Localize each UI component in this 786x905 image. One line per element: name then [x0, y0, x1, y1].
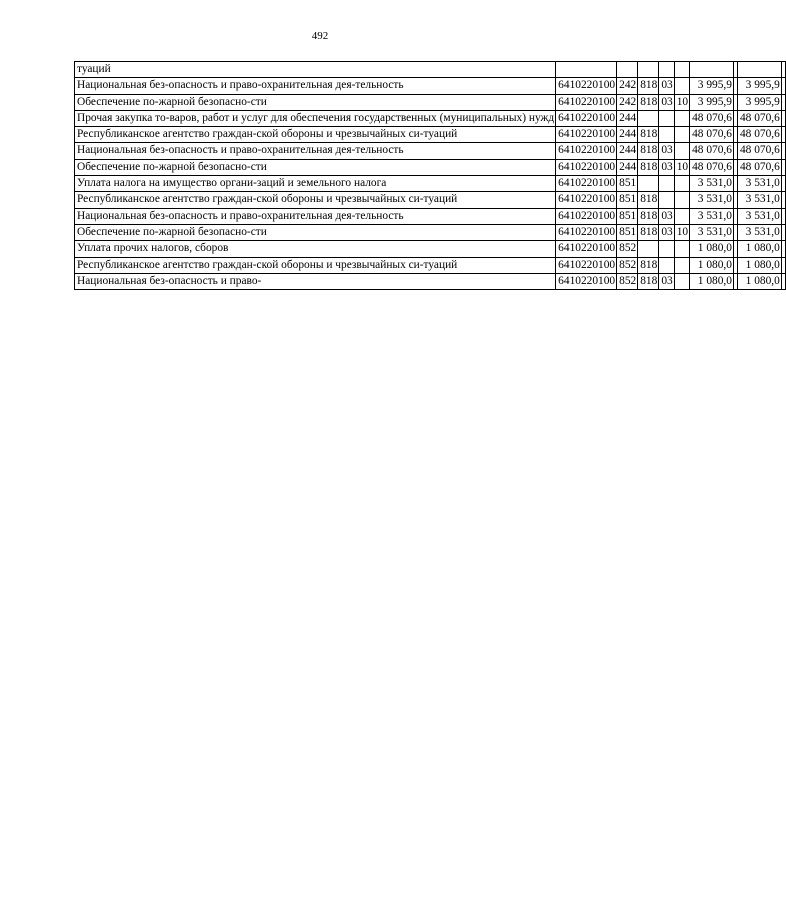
expense-type-cell: 244 — [617, 110, 638, 126]
expense-type-cell: 852 — [617, 273, 638, 289]
expense-type-cell: 852 — [617, 241, 638, 257]
amount-total-cell — [690, 62, 734, 78]
subsection-cell — [674, 110, 689, 126]
section-cell: 03 — [659, 143, 674, 159]
table-row — [75, 257, 786, 273]
target-article-cell: 6410220100 — [556, 94, 617, 110]
item-name-cell: Национальная без-опасность и право-охранительная дея-тельность — [75, 143, 556, 159]
target-article-cell: 6410220100 — [556, 127, 617, 143]
table-row — [75, 224, 786, 240]
table-row — [75, 143, 786, 159]
amount-total-cell: 1 080,0 — [690, 241, 734, 257]
item-name-cell: туаций — [75, 62, 556, 78]
item-name-cell: Уплата прочих налогов, сборов — [75, 241, 556, 257]
target-article-cell: 6410220100 — [556, 159, 617, 175]
amount-own-cell: 3 531,0 — [737, 176, 781, 192]
section-cell: 03 — [659, 159, 674, 175]
target-article-cell: 6410220100 — [556, 143, 617, 159]
amount-other-cell — [781, 143, 785, 159]
amount-other-cell — [781, 78, 785, 94]
table-row — [75, 127, 786, 143]
section-cell — [659, 110, 674, 126]
amount-other-cell — [781, 208, 785, 224]
amount-other-cell — [781, 192, 785, 208]
subsection-cell — [674, 78, 689, 94]
ministry-code-cell: 818 — [638, 208, 659, 224]
subsection-cell: 10 — [674, 94, 689, 110]
expense-type-cell: 244 — [617, 159, 638, 175]
amount-other-cell — [781, 224, 785, 240]
target-article-cell: 6410220100 — [556, 241, 617, 257]
amount-own-cell: 3 531,0 — [737, 208, 781, 224]
item-name-cell: Национальная без-опасность и право- — [75, 273, 556, 289]
expense-type-cell: 242 — [617, 78, 638, 94]
expense-type-cell — [617, 62, 638, 78]
item-name-cell: Обеспечение по-жарной безопасно-сти — [75, 159, 556, 175]
expense-type-cell: 244 — [617, 127, 638, 143]
ministry-code-cell: 818 — [638, 257, 659, 273]
amount-total-cell: 3 531,0 — [690, 224, 734, 240]
amount-own-cell: 3 995,9 — [737, 94, 781, 110]
item-name-cell: Республиканское агентство граждан-ской обороны и чрезвычайных си-туаций — [75, 257, 556, 273]
amount-own-cell: 1 080,0 — [737, 273, 781, 289]
amount-own-cell: 3 531,0 — [737, 224, 781, 240]
table-row — [75, 273, 786, 289]
table-row — [75, 62, 786, 78]
table-row — [75, 159, 786, 175]
item-name-cell: Обеспечение по-жарной безопасно-сти — [75, 224, 556, 240]
item-name-cell: Республиканское агентство граждан-ской обороны и чрезвычайных си-туаций — [75, 127, 556, 143]
page-number: 492 — [311, 30, 329, 42]
item-name-cell: Национальная без-опасность и право-охранительная дея-тельность — [75, 78, 556, 94]
section-cell — [659, 192, 674, 208]
subsection-cell — [674, 241, 689, 257]
table-row — [75, 208, 786, 224]
target-article-cell: 6410220100 — [556, 110, 617, 126]
expense-type-cell: 244 — [617, 143, 638, 159]
target-article-cell: 6410220100 — [556, 257, 617, 273]
item-name-cell: Уплата налога на имущество органи-заций и земельного налога — [75, 176, 556, 192]
item-name-cell: Прочая закупка то-варов, работ и услуг для обеспечения государственных (муниципальных) нужд — [75, 110, 556, 126]
ministry-code-cell — [638, 241, 659, 257]
item-name-cell: Республиканское агентство граждан-ской обороны и чрезвычайных си-туаций — [75, 192, 556, 208]
ministry-code-cell: 818 — [638, 94, 659, 110]
amount-own-cell — [737, 62, 781, 78]
amount-other-cell — [781, 127, 785, 143]
amount-other-cell — [781, 176, 785, 192]
amount-total-cell: 3 531,0 — [690, 208, 734, 224]
subsection-cell: 10 — [674, 224, 689, 240]
budget-table — [74, 61, 786, 290]
section-cell: 03 — [659, 78, 674, 94]
ministry-code-cell: 818 — [638, 192, 659, 208]
table-row — [75, 241, 786, 257]
amount-total-cell: 3 531,0 — [690, 192, 734, 208]
amount-total-cell: 48 070,6 — [690, 159, 734, 175]
amount-total-cell: 3 531,0 — [690, 176, 734, 192]
target-article-cell: 6410220100 — [556, 224, 617, 240]
subsection-cell — [674, 127, 689, 143]
expense-type-cell: 852 — [617, 257, 638, 273]
amount-other-cell — [781, 110, 785, 126]
table-row — [75, 94, 786, 110]
section-cell: 03 — [659, 273, 674, 289]
target-article-cell: 6410220100 — [556, 78, 617, 94]
amount-own-cell: 48 070,6 — [737, 143, 781, 159]
amount-other-cell — [781, 241, 785, 257]
ministry-code-cell: 818 — [638, 143, 659, 159]
target-article-cell: 6410220100 — [556, 192, 617, 208]
amount-other-cell — [781, 273, 785, 289]
amount-own-cell: 1 080,0 — [737, 241, 781, 257]
section-cell — [659, 241, 674, 257]
section-cell — [659, 62, 674, 78]
amount-total-cell: 48 070,6 — [690, 110, 734, 126]
section-cell: 03 — [659, 94, 674, 110]
ministry-code-cell: 818 — [638, 78, 659, 94]
amount-total-cell: 3 995,9 — [690, 78, 734, 94]
target-article-cell: 6410220100 — [556, 208, 617, 224]
amount-other-cell — [781, 62, 785, 78]
amount-own-cell: 3 531,0 — [737, 192, 781, 208]
amount-other-cell — [781, 94, 785, 110]
expense-type-cell: 851 — [617, 208, 638, 224]
subsection-cell — [674, 143, 689, 159]
amount-own-cell: 48 070,6 — [737, 110, 781, 126]
section-cell: 03 — [659, 224, 674, 240]
section-cell — [659, 176, 674, 192]
amount-own-cell: 48 070,6 — [737, 127, 781, 143]
expense-type-cell: 851 — [617, 224, 638, 240]
amount-total-cell: 1 080,0 — [690, 273, 734, 289]
ministry-code-cell: 818 — [638, 273, 659, 289]
subsection-cell: 10 — [674, 159, 689, 175]
amount-total-cell: 1 080,0 — [690, 257, 734, 273]
subsection-cell — [674, 273, 689, 289]
ministry-code-cell: 818 — [638, 127, 659, 143]
amount-total-cell: 48 070,6 — [690, 127, 734, 143]
expense-type-cell: 851 — [617, 192, 638, 208]
subsection-cell — [674, 208, 689, 224]
amount-total-cell: 48 070,6 — [690, 143, 734, 159]
amount-other-cell — [781, 159, 785, 175]
subsection-cell — [674, 62, 689, 78]
table-row — [75, 176, 786, 192]
table-row — [75, 192, 786, 208]
ministry-code-cell: 818 — [638, 224, 659, 240]
table-row — [75, 78, 786, 94]
subsection-cell — [674, 176, 689, 192]
amount-total-cell: 3 995,9 — [690, 94, 734, 110]
table-body — [75, 62, 786, 290]
target-article-cell — [556, 62, 617, 78]
expense-type-cell: 242 — [617, 94, 638, 110]
table-row — [75, 110, 786, 126]
amount-other-cell — [781, 257, 785, 273]
section-cell: 03 — [659, 208, 674, 224]
section-cell — [659, 127, 674, 143]
ministry-code-cell — [638, 110, 659, 126]
ministry-code-cell — [638, 176, 659, 192]
section-cell — [659, 257, 674, 273]
ministry-code-cell: 818 — [638, 159, 659, 175]
subsection-cell — [674, 257, 689, 273]
amount-own-cell: 3 995,9 — [737, 78, 781, 94]
ministry-code-cell — [638, 62, 659, 78]
target-article-cell: 6410220100 — [556, 176, 617, 192]
expense-type-cell: 851 — [617, 176, 638, 192]
item-name-cell: Национальная без-опасность и право-охранительная дея-тельность — [75, 208, 556, 224]
amount-own-cell: 48 070,6 — [737, 159, 781, 175]
subsection-cell — [674, 192, 689, 208]
target-article-cell: 6410220100 — [556, 273, 617, 289]
item-name-cell: Обеспечение по-жарной безопасно-сти — [75, 94, 556, 110]
amount-own-cell: 1 080,0 — [737, 257, 781, 273]
